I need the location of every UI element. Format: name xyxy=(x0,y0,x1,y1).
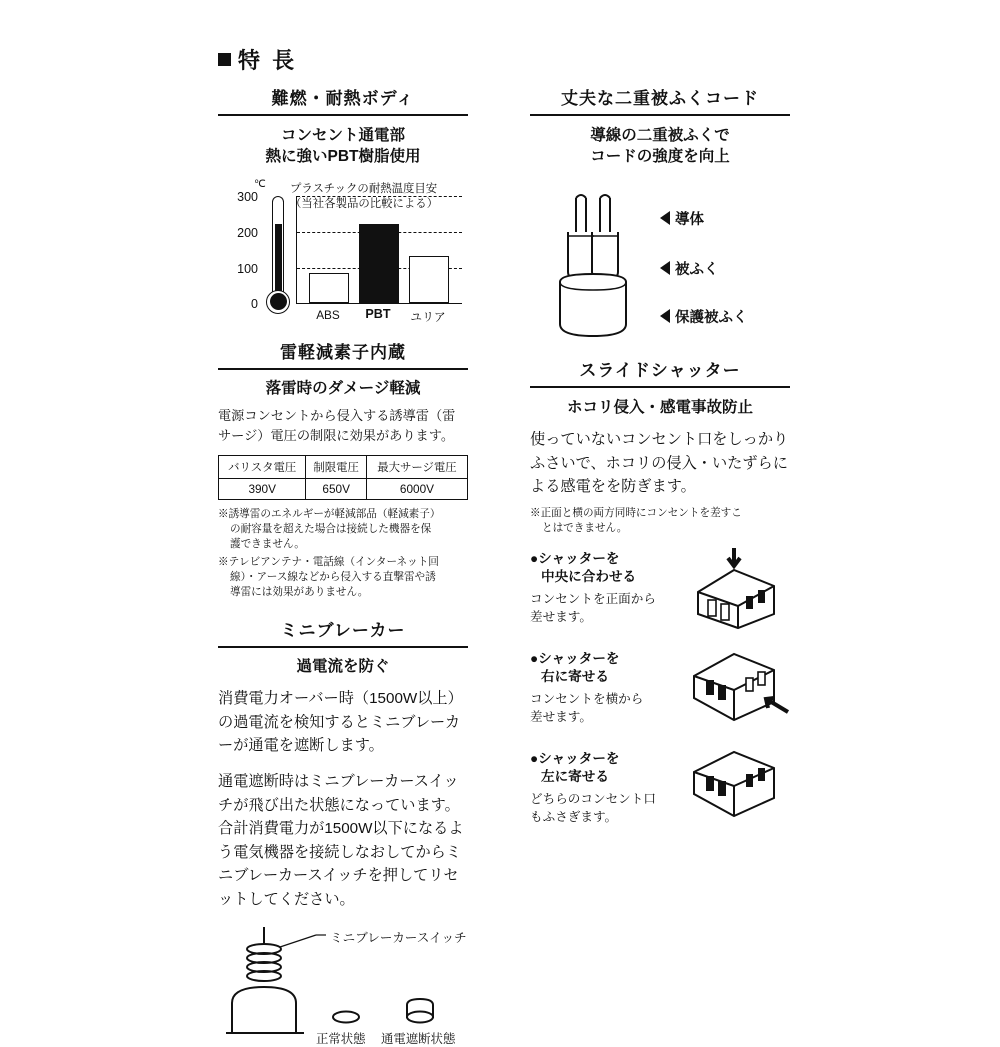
surge-note-1 xyxy=(218,507,468,552)
chart-title: プラスチックの耐熱温度目安 xyxy=(290,182,438,195)
breaker-paragraph-2: 通電遮断時はミニブレーカースイッチが飛び出た状態になっています。合計消費電力が1500W以下になるよう電気機器を接続しなおしてからミニブレーカースイッチを押してリセットしてください。 xyxy=(218,772,464,908)
shutter-note xyxy=(530,506,790,536)
cord-callout-conductor xyxy=(660,208,704,229)
heading-line-2: 右に寄せる xyxy=(541,669,609,685)
section-title: 難燃・耐熱ボディ xyxy=(218,84,468,116)
note-line: ※テレビアンテナ・電話線（インターネット回 xyxy=(218,555,439,568)
shutter-item-body xyxy=(530,790,670,827)
table-header-varistor: バリスタ電圧 xyxy=(219,455,306,478)
body-line-2: もふさぎます。 xyxy=(530,809,618,824)
callout-label: 被ふく xyxy=(675,261,719,278)
y-tick-200: 200 xyxy=(237,225,258,240)
callout-label: 導体 xyxy=(675,211,704,228)
heading-line-1: ●シャッターを xyxy=(530,750,620,766)
bar-abs xyxy=(309,273,349,303)
page-title-text: 特 長 xyxy=(238,48,298,73)
section-subtitle: ホコリ侵入・感電事故防止 xyxy=(566,398,753,416)
chart-subtitle: （当社各製品の比較による） xyxy=(290,198,439,211)
shutter-item-right xyxy=(530,650,790,736)
cord-callout-sheath xyxy=(660,306,748,327)
subtitle-line-1: コンセント通電部 xyxy=(280,127,405,144)
shutter-item-body xyxy=(530,690,670,727)
breaker-paragraph-1: 消費電力オーバー時（1500W以上）の過電流を検知するとミニブレーカーが通電を遮断します。 xyxy=(218,690,463,755)
section-title: 丈夫な二重被ふくコード xyxy=(530,84,790,116)
breaker-switch-label: ミニブレーカースイッチ xyxy=(330,931,467,946)
table-cell-clamping: 650V xyxy=(306,478,366,499)
body-line-1: コンセントを横から xyxy=(530,691,644,706)
note-line: ※誘導雷のエネルギーが軽減部品（軽減素子） xyxy=(218,507,441,520)
chart-unit: ℃ xyxy=(254,177,266,190)
subtitle-line-2: 熱に強いPBT樹脂使用 xyxy=(265,148,421,166)
outlet-center-icon xyxy=(676,544,796,630)
section-title: スライドシャッター xyxy=(530,356,790,388)
triangle-left-icon xyxy=(660,261,670,275)
body-line-1: コンセントを正面から xyxy=(530,591,656,606)
section-title: ミニブレーカー xyxy=(218,616,468,648)
section-mini-breaker xyxy=(218,616,468,1047)
y-tick-100: 100 xyxy=(237,261,258,276)
section-subtitle: 過電流を防ぐ xyxy=(296,657,390,675)
table-cell-maxsurge: 6000V xyxy=(366,478,467,499)
body-line-2: 差せます。 xyxy=(530,609,592,624)
heat-resistance-chart xyxy=(218,178,468,330)
section-title: 雷軽減素子内蔵 xyxy=(218,338,468,370)
section-double-insulated-cord xyxy=(530,84,790,354)
section-flame-resistant-body xyxy=(218,84,468,330)
note-line: 線）・アース線などから侵入する直撃雷や誘 xyxy=(230,570,436,583)
thermometer-bulb-fill xyxy=(270,293,287,310)
cord-illustration xyxy=(530,186,790,354)
outlet-right-icon xyxy=(676,646,796,732)
shutter-item-center xyxy=(530,550,790,636)
bar-label-pbt: PBT xyxy=(365,306,391,321)
note-line: 導雷には効果がありません。 xyxy=(230,585,369,598)
square-bullet-icon xyxy=(218,53,231,66)
surge-spec-table xyxy=(218,455,468,500)
table-header-maxsurge: 最大サージ電圧 xyxy=(366,455,467,478)
bar-uria xyxy=(409,256,449,303)
heading-line-1: ●シャッターを xyxy=(530,650,620,666)
y-tick-300: 300 xyxy=(237,189,258,204)
breaker-state-normal-label: 正常状態 xyxy=(316,1032,366,1047)
note-line: とはできません。 xyxy=(542,521,628,534)
outlet-left-icon xyxy=(676,746,796,828)
left-column xyxy=(218,84,468,1047)
shutter-item-heading xyxy=(530,650,670,687)
note-line: 護できません。 xyxy=(230,537,305,550)
body-line-1: どちらのコンセント口 xyxy=(530,791,656,806)
page-title xyxy=(218,44,297,75)
cord-callout-insulation xyxy=(660,258,719,279)
heading-line-2: 中央に合わせる xyxy=(541,569,637,585)
section-subtitle: 落雷時のダメージ軽減 xyxy=(265,379,421,397)
section-surge-protection xyxy=(218,338,468,600)
table-row xyxy=(219,478,468,499)
heading-line-1: ●シャッターを xyxy=(530,550,620,566)
gridline-300 xyxy=(297,196,462,197)
callout-label: 保護被ふく xyxy=(675,309,748,326)
table-row-header xyxy=(219,455,468,478)
shutter-body: 使っていないコンセント口をしっかりふさいで、ホコリの侵入・いたずらによる感電をを防ぎます。 xyxy=(530,431,789,496)
chart-plot-area xyxy=(296,196,462,304)
breaker-illustration xyxy=(218,925,468,1047)
breaker-state-tripped-label: 通電遮断状態 xyxy=(381,1032,456,1047)
subtitle-line-2: コードの強度を向上 xyxy=(590,148,730,166)
y-tick-0: 0 xyxy=(251,296,258,311)
body-line-2: 差せます。 xyxy=(530,709,592,724)
right-column xyxy=(530,84,790,836)
bar-label-abs: ABS xyxy=(316,307,340,322)
note-line: ※正面と横の両方同時にコンセントを差すこ xyxy=(530,506,742,519)
surge-note-2 xyxy=(218,555,468,600)
shutter-item-body xyxy=(530,590,670,627)
shutter-item-heading xyxy=(530,550,670,587)
triangle-left-icon xyxy=(660,211,670,225)
heading-line-2: 左に寄せる xyxy=(541,769,609,785)
section-slide-shutter xyxy=(530,356,790,836)
section-subtitle xyxy=(218,125,468,168)
triangle-left-icon xyxy=(660,309,670,323)
section-body: 電源コンセントから侵入する誘導雷（雷サージ）電圧の制限に効果があります。 xyxy=(218,408,456,443)
shutter-item-left xyxy=(530,750,790,836)
subtitle-line-1: 導線の二重被ふくで xyxy=(590,127,730,144)
table-header-clamping: 制限電圧 xyxy=(306,455,366,478)
section-subtitle xyxy=(530,125,790,168)
note-line: の耐容量を超えた場合は接続した機器を保 xyxy=(230,522,432,535)
bar-label-uria: ユリア xyxy=(410,309,446,324)
bar-pbt xyxy=(359,224,399,303)
shutter-item-heading xyxy=(530,750,670,787)
table-cell-varistor: 390V xyxy=(219,478,306,499)
